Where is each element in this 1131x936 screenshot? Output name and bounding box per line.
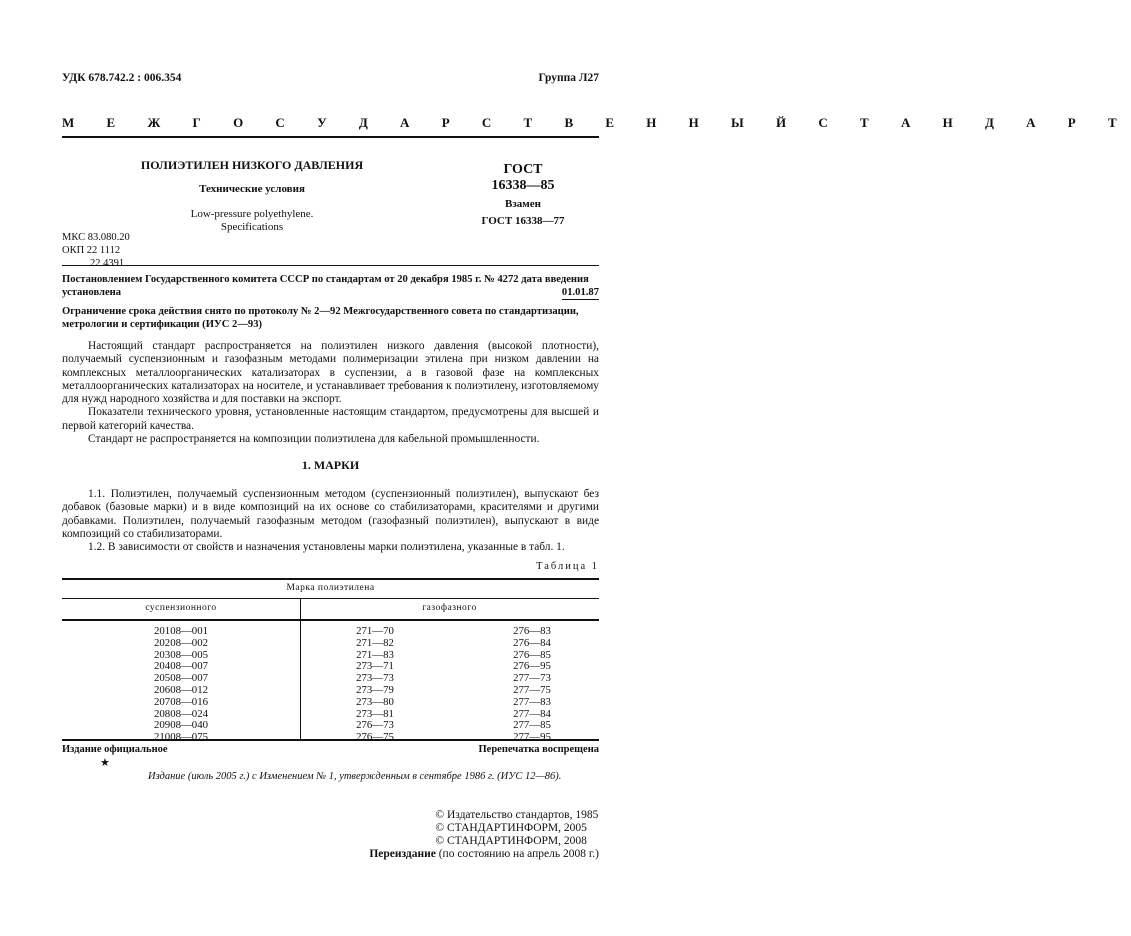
table-cell: 20708—016	[154, 695, 208, 708]
gost-number: 16338—85	[491, 178, 555, 193]
table-header-rule	[62, 598, 599, 599]
table-cell: 276—84	[513, 636, 551, 649]
table-cell: 277—75	[513, 683, 551, 696]
document-title: ПОЛИЭТИЛЕН НИЗКОГО ДАВЛЕНИЯ	[140, 158, 364, 172]
copyright-line: © СТАНДАРТИНФОРМ, 2005	[435, 822, 587, 834]
table-cell: 20208—002	[154, 636, 208, 649]
effective-date: 01.01.87	[561, 287, 599, 298]
okp-code-2: 22 4391	[90, 258, 125, 269]
gost-label: ГОСТ	[503, 162, 543, 177]
copyright-line: © Издательство стандартов, 1985	[435, 809, 599, 821]
english-title: Low-pressure polyethylene. Specifications	[190, 208, 314, 233]
table-cell: 276—85	[513, 648, 551, 661]
table-cell: 271—70	[356, 625, 394, 637]
table-cell: 20508—007	[154, 672, 208, 685]
table-cell: 273—71	[356, 660, 394, 673]
udk-code: УДК 678.742.2 : 006.354	[62, 72, 182, 84]
section-text	[62, 488, 599, 554]
table-column-header-suspension: суспензионного	[145, 603, 217, 613]
table-group-header: Марка полиэтилена	[286, 583, 375, 593]
table-cell: 20408—007	[154, 660, 208, 673]
copyright-line: © СТАНДАРТИНФОРМ, 2008	[435, 835, 587, 847]
table-cell: 276—83	[513, 625, 551, 637]
replaces-standard: ГОСТ 16338—77	[481, 215, 565, 227]
replaces-label: Взамен	[505, 198, 541, 210]
table-cell: 20308—005	[154, 648, 208, 661]
title-rule	[62, 265, 599, 266]
table-column-header-gas: газофазного	[422, 603, 477, 613]
intro-paragraph-2: Показатели технического уровня, установленные настоящим стандартом, предусмотрены для высшей и первой категорий качества.	[62, 406, 599, 432]
gas-grades-column-a	[340, 626, 410, 744]
table-body-rule	[62, 619, 599, 621]
reissue-line: Переиздание (по состоянию на апрель 2008 г.)	[369, 848, 599, 860]
table-cell: 20608—012	[154, 683, 208, 696]
table-cell: 20808—024	[154, 707, 208, 720]
table-cell: 276—95	[513, 660, 551, 673]
section-heading: 1. МАРКИ	[301, 458, 360, 472]
gost-block	[448, 162, 598, 228]
table-cell: 276—75	[356, 731, 394, 744]
table-cell: 273—80	[356, 695, 394, 708]
okp-code: ОКП 22 1112	[62, 245, 121, 256]
table-cell: 271—82	[356, 636, 394, 649]
table-top-rule	[62, 578, 599, 580]
table-cell: 271—83	[356, 648, 394, 661]
table-cell: 20108—001	[154, 625, 208, 637]
reprint-prohibited-label: Перепечатка воспрещена	[478, 744, 599, 755]
table-column-divider	[300, 619, 301, 739]
intro-paragraph-3: Стандарт не распространяется на композиции полиэтилена для кабельной промышленности.	[88, 433, 540, 446]
standard-banner: М Е Ж Г О С У Д А Р С Т В Е Н Н Ы Й С Т А Н Д А Р Т	[62, 115, 1131, 130]
group-code: Группа Л27	[538, 72, 599, 84]
star-icon: ★	[100, 757, 110, 769]
table-cell: 276—73	[356, 719, 394, 732]
table-cell: 21008—075	[154, 731, 208, 744]
table-cell: 273—79	[356, 683, 394, 696]
banner-rule	[62, 136, 599, 138]
restriction-text: Ограничение срока действия снято по протоколу № 2—92 Межгосударственного совета по стандартизации, метрологии и сертификации (ИУС 2—93)	[62, 306, 579, 330]
gas-grades-column-b	[497, 626, 567, 744]
table-cell: 20908—040	[154, 719, 208, 732]
table-cell: 277—95	[513, 731, 551, 744]
table-cell: 277—83	[513, 695, 551, 708]
official-edition-label: Издание официальное	[62, 744, 168, 755]
intro-text	[62, 340, 599, 446]
document-subtitle: Технические условия	[199, 183, 305, 195]
decree-text: Постановлением Государственного комитета СССР по стандартам от 20 декабря 1985 г. № 4272 дата введения установлена 01.01.87	[62, 274, 599, 298]
table-caption: Таблица 1	[536, 561, 599, 572]
suspension-grades-column	[62, 626, 300, 744]
table-bottom-rule	[62, 739, 599, 741]
clause-1-1: 1.1. Полиэтилен, получаемый суспензионным методом (суспензионный полиэтилен), выпускают без добавок (базовые марки) и в виде композиций на их основе со стабилизаторами, красителями и другими добавками. Полиэтилен, получаемый газофазным методом (газофазный полиэтилен), выпускают в виде композиций со стабилизаторами.	[62, 488, 599, 540]
table-cell: 273—73	[356, 672, 394, 685]
table-cell: 277—84	[513, 707, 551, 720]
intro-paragraph-1: Настоящий стандарт распространяется на полиэтилен низкого давления (высокой плотности), получаемый суспензионным и газофазным методами полимеризации этилена при низком давлении на комплексных металлоорганических катализаторах в суспензии, а в газовой фазе на комплексных металлоорганических катализаторах на носителе, и устанавливает требования к полиэтилену, изготовляемому для нужд народного хозяйства и для поставки на экспорт.	[62, 340, 599, 406]
table-cell: 277—73	[513, 672, 551, 685]
clause-1-2: 1.2. В зависимости от свойств и назначения установлены марки полиэтилена, указанные в табл. 1.	[88, 541, 565, 554]
copyright-block	[369, 809, 599, 861]
mks-code: МКС 83.080.20	[62, 232, 130, 243]
table-cell: 273—81	[356, 707, 394, 720]
edition-note: Издание (июль 2005 г.) с Изменением № 1, утвержденным в сентябре 1986 г. (ИУС 12—86).	[148, 771, 562, 782]
table-cell: 277—85	[513, 719, 551, 732]
